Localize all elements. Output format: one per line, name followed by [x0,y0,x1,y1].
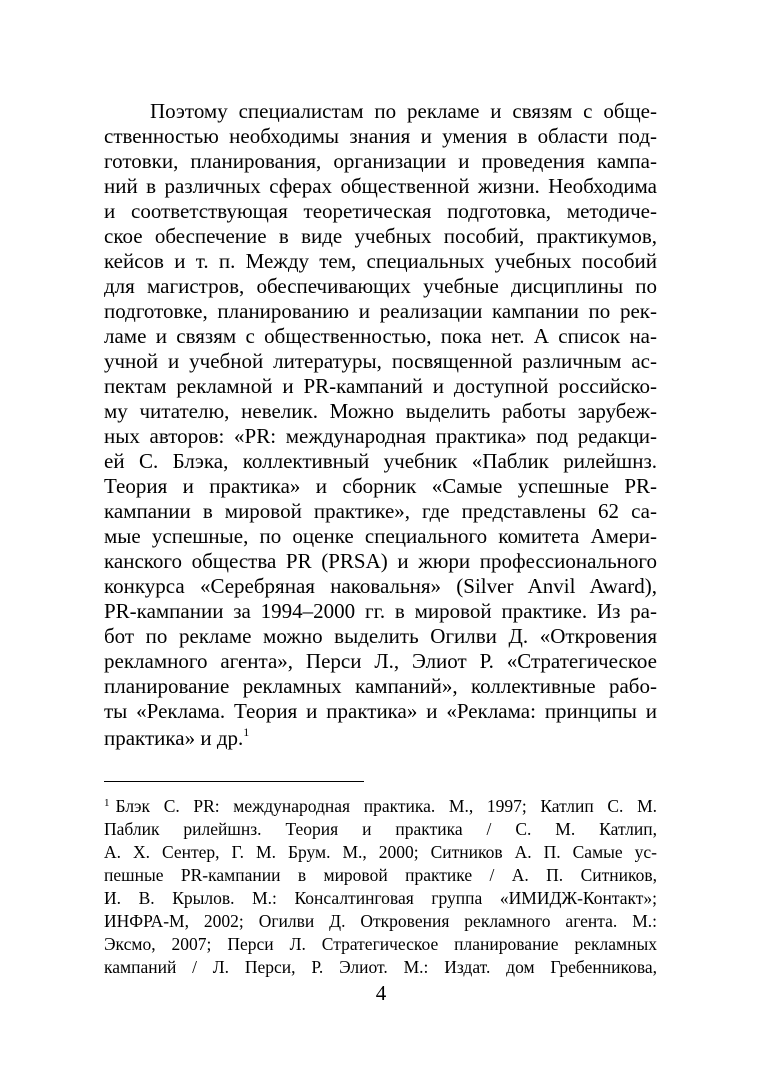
body-line: готовки, планирования, организации и проведения кампа- [104,149,657,173]
body-line: подготовке, планированию и реализации кампании по рек- [104,299,657,323]
body-line: кейсов и т. п. Между тем, специальных учебных пособий [104,249,657,273]
footnote-marker: 1 [104,797,110,809]
body-line-last [104,726,657,754]
body-line: Теория и практика» и сборник «Самые успешные PR- [104,474,657,498]
footnote-line: пешные PR-кампании в мировой практике / А. П. Ситников, [104,865,657,885]
footnote-separator [104,781,364,782]
body-line: ственностью необходимы знания и умения в области под- [104,124,657,148]
body-line: планирование рекламных кампаний», коллективные рабо- [104,674,657,698]
page-number: 4 [375,981,387,1005]
body-line: учной и учебной литературы, посвященной различным ас- [104,349,657,373]
body-line: PR-кампании за 1994–2000 гг. в мировой практике. Из ра- [104,599,657,623]
body-line: кампании в мировой практике», где представлены 62 са- [104,499,657,523]
footnote-line: Паблик рилейшнз. Теория и практика / С. М. Катлип, [104,819,657,839]
body-line: мые успешные, по оценке специального комитета Амери- [104,524,657,548]
body-line: пектам рекламной и PR-кампаний и доступной российско- [104,374,657,398]
footnote-line-first [104,795,657,820]
body-line: ское обеспечение в виде учебных пособий, практикумов, [104,224,657,248]
body-line: конкурса «Серебряная наковальня» (Silver Anvil Award), [104,574,657,598]
body-line: ламе и связям с общественностью, пока нет. А список на- [104,324,657,348]
body-line: ей С. Блэка, коллективный учебник «Паблик рилейшнз. [104,449,657,473]
body-line: ных авторов: «PR: международная практика» под редакци- [104,424,657,448]
footnote-line-text: Блэк С. PR: международная практика. М., 1997; Катлип С. М. [115,796,657,816]
body-line: для магистров, обеспечивающих учебные дисциплины по [104,274,657,298]
body-line: бот по рекламе можно выделить Огилви Д. «Откровения [104,624,657,648]
footnote-line: Эксмо, 2007; Перси Л. Стратегическое планирование рекламных [104,934,657,954]
footnote-line: А. Х. Сентер, Г. М. Брум. М., 2000; Ситников А. П. Самые ус- [104,842,657,862]
body-line: рекламного агента», Перси Л., Элиот Р. «Стратегическое [104,649,657,673]
body-line: Поэтому специалистам по рекламе и связям с обще- [150,99,657,123]
footnote-line: кампаний / Л. Перси, Р. Элиот. М.: Издат. дом Гребенникова, [104,957,657,977]
body-line: ний в различных сферах общественной жизни. Необходима [104,174,657,198]
footnote-line: ИНФРА-М, 2002; Огилви Д. Откровения рекламного агента. М.: [104,911,657,931]
footnote-reference[interactable]: 1 [243,725,250,739]
body-line-text: практика» и др. [104,726,244,750]
body-line: му читателю, невелик. Можно выделить работы зарубеж- [104,399,657,423]
body-line: ты «Реклама. Теория и практика» и «Реклама: принципы и [104,699,657,723]
footnote-line: И. В. Крылов. М.: Консалтинговая группа «ИМИДЖ-Контакт»; [104,888,657,908]
body-line: канского общества PR (PRSA) и жюри профессионального [104,549,657,573]
body-line: и соответствующая теоретическая подготовка, методиче- [104,199,657,223]
